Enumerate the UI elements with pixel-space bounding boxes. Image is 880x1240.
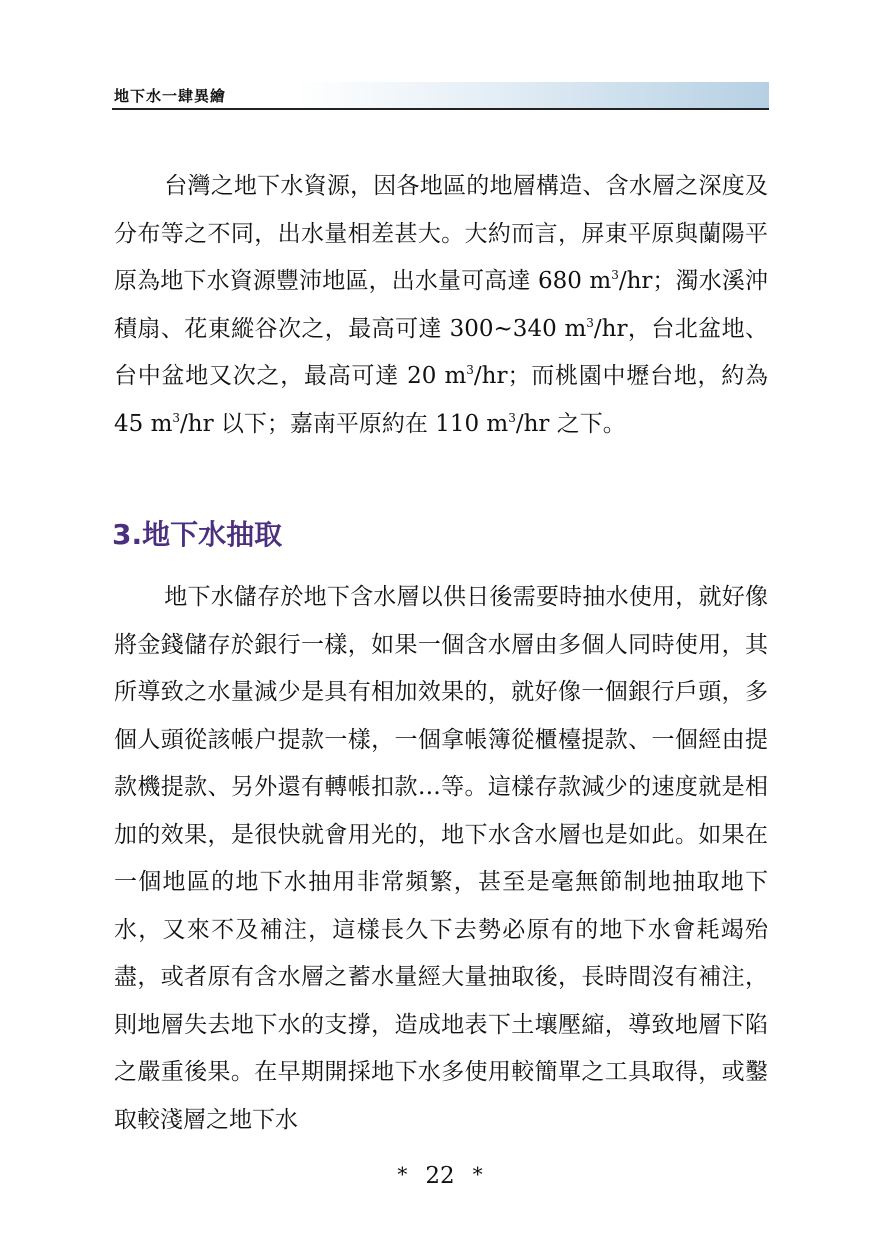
paragraph-text: /hr；濁水溪沖積扇、花東縱谷次之，最高可達 300~340 m: [114, 268, 768, 342]
superscript: 3: [586, 315, 594, 330]
footer-star-left: *: [397, 1162, 408, 1186]
paragraph-text: /hr；而桃園中壢台地，約為 45 m: [114, 363, 769, 437]
page-number: 22: [425, 1163, 455, 1189]
superscript: 3: [611, 268, 619, 282]
paragraph-text: /hr，台北盆地、台中盆地又次之，最高可達 20 m: [114, 315, 768, 389]
paragraph-groundwater-resources: [114, 163, 768, 448]
footer-star-right: *: [472, 1162, 483, 1186]
superscript: 3: [466, 363, 474, 377]
header-divider: [112, 108, 769, 110]
paragraph-groundwater-extraction: [114, 574, 768, 1144]
superscript: 3: [508, 410, 516, 425]
page-footer: [0, 1157, 880, 1193]
paragraph-text: 地下水儲存於地下含水層以供日後需要時抽水使用，就好像將金錢儲存於銀行一樣，如果一個含水層由多個人同時使用，其所導致之水量減少是具有相加效果的，就好像一個銀行戶頭，多個人頭從該帳户提款一樣，一個拿帳簿從櫃檯提款、一個經由提款機提款、另外還有轉帳扣款…等。這樣存款減少的速度就是相加的效果，是很快就會用光的，地下水含水層也是如此。如果在一個地區的地下水抽用非常頻繁，甚至是毫無節制地抽取地下水，又來不及補注，這樣長久下去勢必原有的地下水會耗竭殆盡，或者原有含水層之蓄水量經大量抽取後，長時間沒有補注，則地層失去地下水的支撐，造成地表下土壤壓縮，導致地層下陷之嚴重後果。在早期開採地下水多使用較簡單之工具取得，或鑿取較淺層之地下水: [114, 584, 768, 1133]
section-heading: 3.地下水抽取: [112, 518, 283, 551]
running-header-title: 地下水一肆異繪: [114, 87, 227, 105]
paragraph-text: /hr 之下。: [515, 410, 626, 437]
superscript: 3: [172, 410, 181, 425]
paragraph-text: 台灣之地下水資源，因各地區的地層構造、含水層之深度及分布等之不同，出水量相差甚大。大約而言，屏東平原與蘭陽平原為地下水資源豐沛地區，出水量可高達 680 m: [114, 173, 768, 294]
paragraph-text: /hr 以下；嘉南平原約在 110 m: [180, 410, 509, 437]
